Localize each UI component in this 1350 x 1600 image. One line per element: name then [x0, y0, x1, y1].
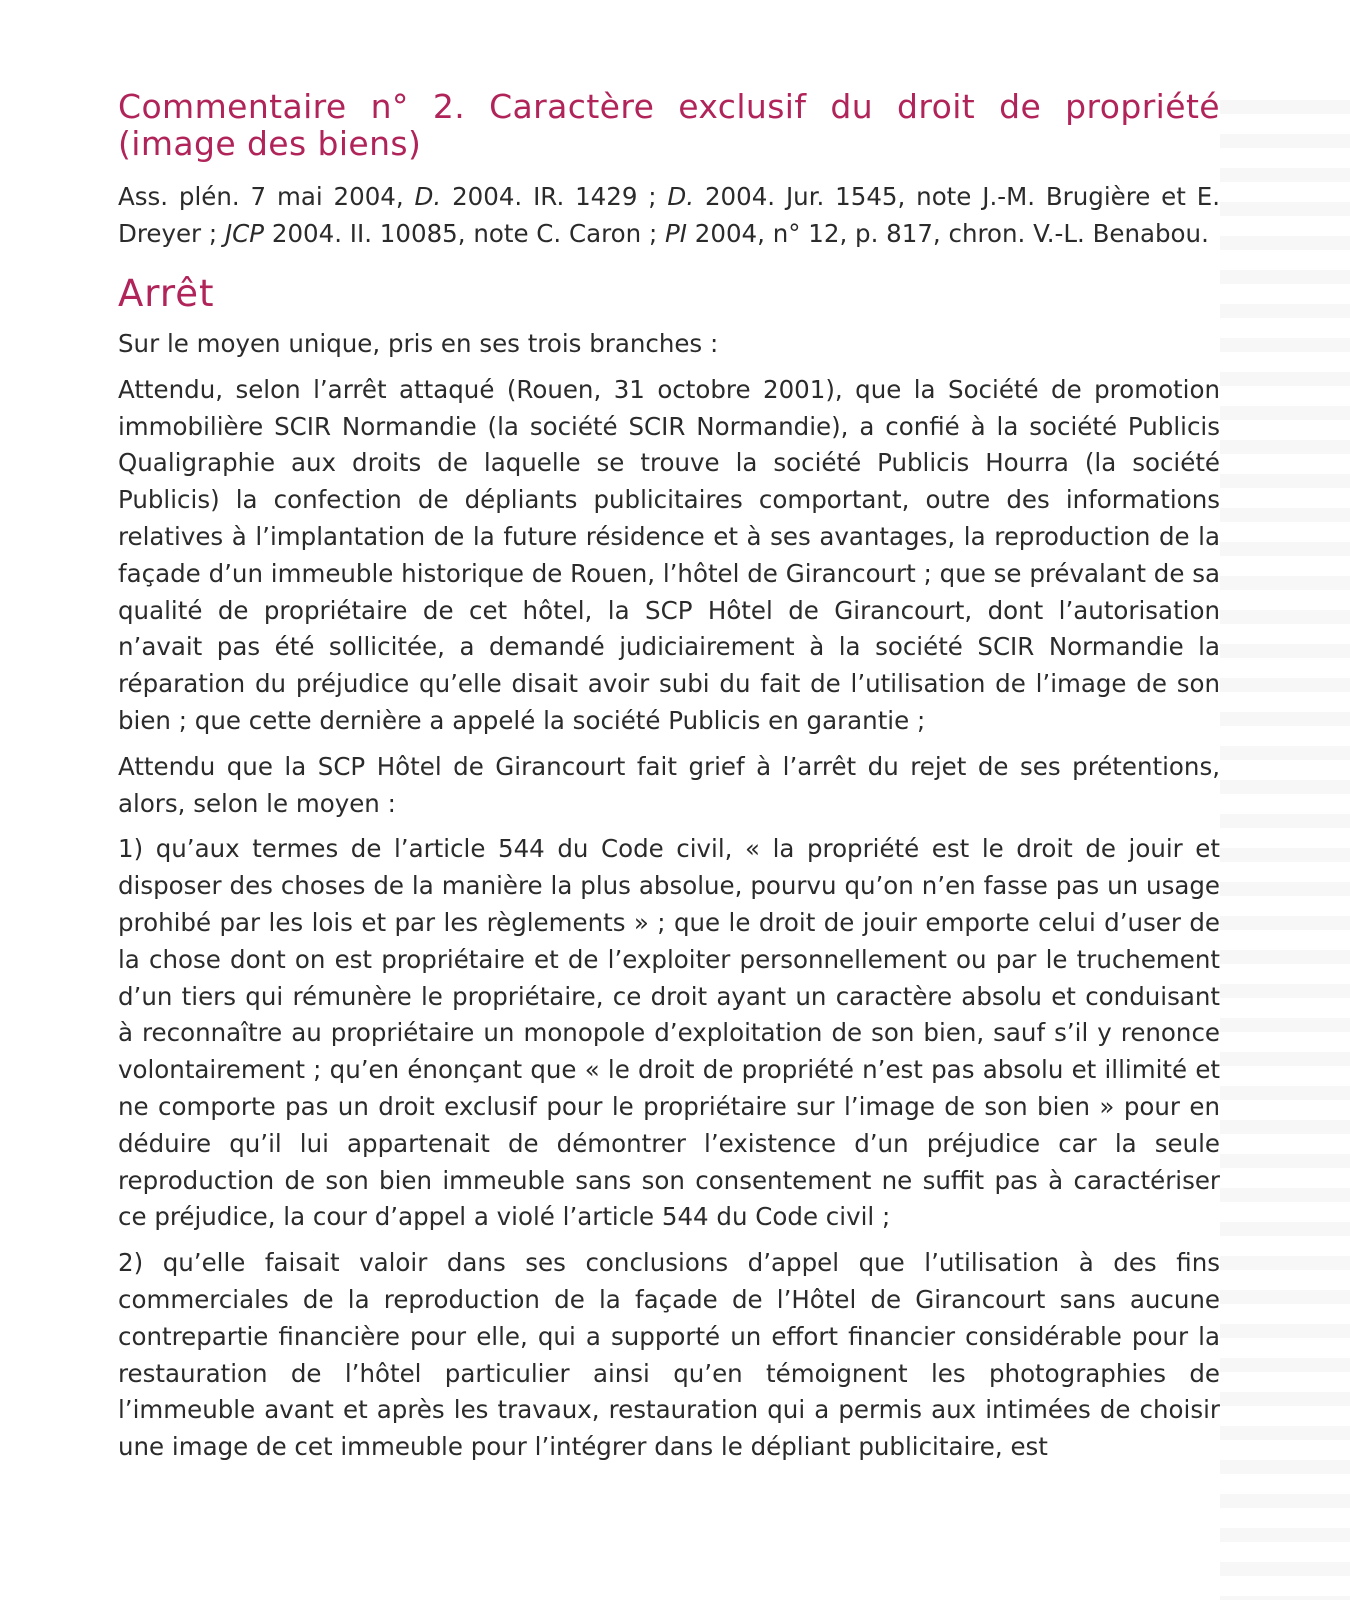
paragraph: 1) qu’aux termes de l’article 544 du Code civil, « la propriété est le droit de jouir et disposer des choses de la manière la plus absolue, pourvu qu’on n’en fasse pas un usage prohibé par les lois et par les règlements » ; que le droit de jouir emporte celui d’user de la chose dont on est propriétaire et de l’exploiter personnellement ou par le truchement d’un tiers qui rémunère le propriétaire, ce droit ayant un caractère absolu et conduisant à reconnaître au propriétaire un monopole d’exploitation de son bien, sauf s’il y renonce volontairement ; qu’en énonçant que « le droit de propriété n’est pas absolu et illimité et ne comporte pas un droit exclusif pour le propriétaire sur l’image de son bien » pour en déduire qu’il lui appartenait de démontrer l’existence d’un préjudice car la seule reproduction de son bien immeuble sans son consentement ne suffit pas à caractériser ce préjudice, la cour d’appel a violé l’article 544 du Code civil ;	[118, 834, 1220, 1232]
section-heading: Arrêt	[118, 272, 215, 315]
facing-page-bleed-through	[1220, 80, 1350, 1600]
paragraph: Attendu que la SCP Hôtel de Girancourt fait grief à l’arrêt du rejet de ses prétentions, alors, selon le moyen :	[118, 751, 1220, 818]
ref-text: Ass. plén. 7 mai 2004,	[118, 182, 415, 211]
paragraph: Attendu, selon l’arrêt attaqué (Rouen, 31 octobre 2001), que la Société de promotion immobilière SCIR Normandie (la société SCIR Normandie), a confié à la société Publicis Qualigraphie aux droits de laquelle se trouve la société Publicis Hourra (la société Publicis) la confection de dépliants publicitaires comportant, outre des informations relatives à l’implantation de la future résidence et à ses avantages, la reproduction de la façade d’un immeuble historique de Rouen, l’hôtel de Girancourt ; que se prévalant de sa qualité de propriétaire de cet hôtel, la SCP Hôtel de Girancourt, dont l’autorisation n’avait pas été sollicitée, a demandé judiciairement à la société SCIR Normandie la réparation du préjudice qu’elle disait avoir subi du fait de l’utilisation de l’image de son bien ; que cette dernière a appelé la société Publicis en garantie ;	[118, 374, 1220, 735]
ref-journal: D.	[414, 182, 442, 211]
ref-text: 2004. II. 10085, note C. Caron ;	[264, 219, 665, 248]
commentary-title: Commentaire n° 2. Caractère exclusif du droit de propriété (image des biens)	[118, 87, 1220, 163]
ref-text: 2004. IR. 1429 ;	[441, 182, 668, 211]
ref-text: 2004. Jur. 1545, note J.-M. Brugière et E. Dreyer ;	[118, 182, 1220, 248]
paragraph: Sur le moyen unique, pris en ses trois branches :	[118, 329, 719, 358]
ref-journal: PI	[665, 219, 687, 248]
ref-journal: D.	[667, 182, 695, 211]
references	[118, 178, 1220, 252]
ref-journal: JCP	[224, 219, 265, 248]
ref-text: 2004, n° 12, p. 817, chron. V.-L. Benabou.	[687, 219, 1209, 248]
paragraph: 2) qu’elle faisait valoir dans ses conclusions d’appel que l’utilisation à des fins commerciales de la reproduction de la façade de l’Hôtel de Girancourt sans aucune contrepartie financière pour elle, qui a supporté un effort financier considérable pour la restauration de l’hôtel particulier ainsi qu’en témoignent les photographies de l’immeuble avant et après les travaux, restauration qui a permis aux intimées de choisir une image de cet immeuble pour l’intégrer dans le dépliant publicitaire, est	[118, 1248, 1220, 1462]
document-page	[118, 88, 1220, 1475]
